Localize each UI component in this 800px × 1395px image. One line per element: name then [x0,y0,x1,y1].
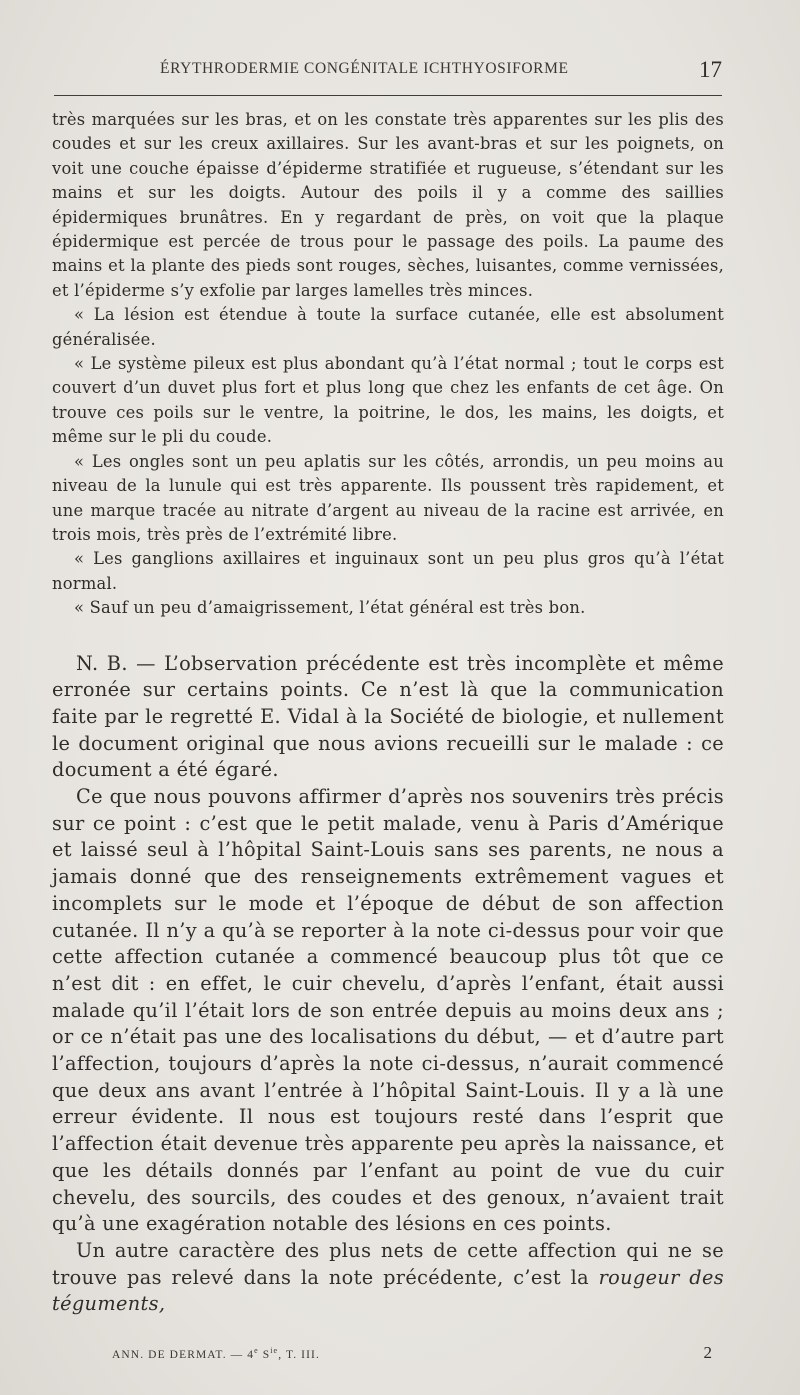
journal-name: ANN. DE DERMAT. — 4 [112,1348,255,1361]
journal-reference [112,1346,320,1361]
commentary [52,651,724,1319]
running-title: ÉRYTHRODERMIE CONGÉNITALE ICHTHYOSIFORME [160,60,569,77]
paragraph-other-character [52,1238,724,1318]
paragraph-nails: « Les ongles sont un peu aplatis sur les côtés, arrondis, un peu moins au niveau de la lunule qui est très apparente. Ils poussent très rapidement, et une marque tracée au nitrate d’argent au niveau de la racine est arrivée, en trois mois, très près de l’extrémité libre. [52,451,724,544]
quoted-observation [52,108,724,621]
page-footer [112,1343,712,1365]
series-word-superscript: ie [270,1346,279,1355]
header-rule [54,95,722,96]
paragraph-skin-description: très marquées sur les bras, et on les constate très apparentes sur les plis des coudes et sur les creux axillaires. Sur les avant-bras et sur les poignets, on voit une couche épaisse d’épiderme stratifiée et rugueuse, s’étendant sur les mains et sur les doigts. Autour des poils il y a comme des saillies épidermiques brunâtres. En y regardant de près, on voit que la plaque épidermique est percée de trous pour le passage des poils. La paume des mains et la plante des pieds sont rouges, sèches, luisantes, comme vernissées, et l’épiderme s’y exfolie par larges lamelles très minces. [52,110,724,300]
signature-mark: 2 [703,1343,712,1362]
paragraph-nota-bene: N. B. — L’observation précédente est très incomplète et même erronée sur certains points. Ce n’est là que la communication faite par le regretté E. Vidal à la Société de biologie, et nullement le document original que nous avions recueilli sur le malade : ce document a été égaré. [52,651,724,782]
paragraph-general-state: « Sauf un peu d’amaigrissement, l’état général est très bon. [74,598,586,618]
last-paragraph-italic: rougeur des téguments, [52,1265,724,1316]
page-number: 17 [699,57,722,82]
page-header [52,57,722,85]
paragraph-lesion-extent: « La lésion est étendue à toute la surface cutanée, elle est absolument généralisée. [52,305,724,349]
paragraph-hair-system: « Le système pileux est plus abondant qu’à l’état normal ; tout le corps est couvert d’un duvet plus fort et plus long que chez les enfants de cet âge. On trouve ces poils sur le ventre, la poitrine, le dos, les mains, les doigts, et même sur le pli du coude. [52,354,724,447]
series-superscript: e [254,1346,259,1355]
last-paragraph-text: Un autre caractère des plus nets de cette affection qui ne se trouve pas relevé dans la note précédente, c’est la [52,1239,724,1289]
paragraph-ganglia: « Les ganglions axillaires et inguinaux sont un peu plus gros qu’à l’état normal. [52,549,724,593]
tome: , T. III. [278,1348,320,1361]
body-text [52,108,724,1318]
paragraph-recollection: Ce que nous pouvons affirmer d’après nos souvenirs très précis sur ce point : c’est que le petit malade, venu à Paris d’Amérique et laissé seul à l’hôpital Saint-Louis sans ses parents, ne nous a jamais donné que des renseignements extrêmement vagues et incomplets sur le mode et l’époque de début de son affection cutanée. Il n’y a qu’à se reporter à la note ci-dessus pour voir que cette affection cutanée a commencé beaucoup plus tôt que ce n’est dit : en effet, le cuir chevelu, d’après l’enfant, était aussi malade qu’il l’était lors de son entrée depuis au moins deux ans ; or ce n’était pas une des localisations du début, — et d’autre part l’affection, toujours d’après la note ci-dessus, n’aurait commencé que deux ans avant l’entrée à l’hôpital Saint-Louis. Il y a là une erreur évidente. Il nous est toujours resté dans l’esprit que l’affection était devenue très apparente peu après la naissance, et que les détails donnés par l’enfant au point de vue du cuir chevelu, des sourcils, des coudes et des genoux, n’avaient trait qu’à une exagération notable des lésions en ces points. [52,785,724,1236]
series-word: S [258,1348,271,1361]
